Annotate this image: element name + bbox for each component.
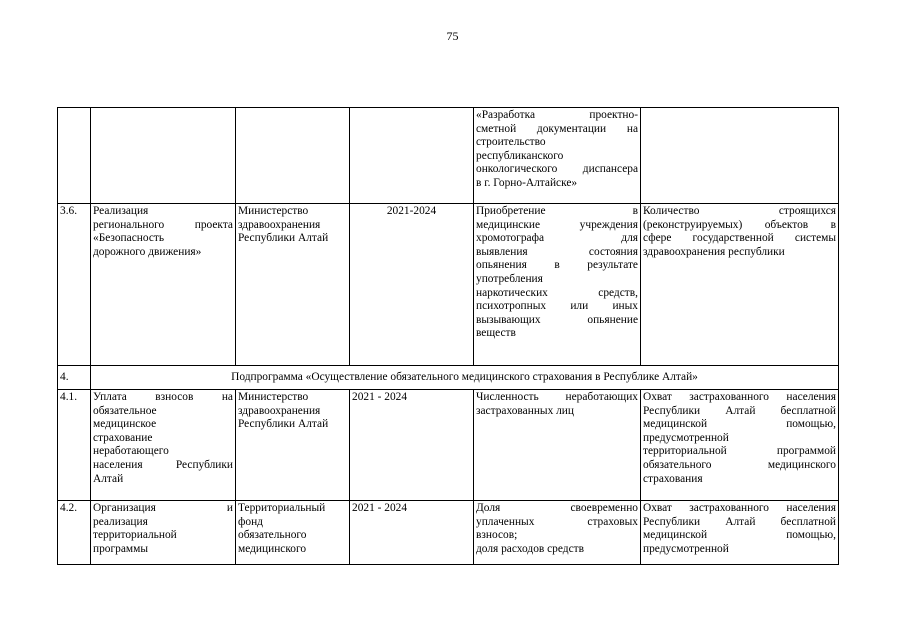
cell-line: реализация [93, 515, 148, 528]
program-table [57, 107, 839, 565]
cell-line: Республики Алтай [238, 418, 329, 431]
cell-name [91, 108, 236, 204]
cell-line: Республики Алтай [238, 232, 329, 245]
cell-period: 2021 - 2024 [350, 390, 474, 501]
cell-event [474, 204, 641, 366]
cell-line: Уплата взносов на [93, 391, 233, 403]
cell-line: «Разработка проектно- [476, 109, 638, 121]
cell-line: территориальной [93, 529, 177, 542]
cell-line: здравоохранения [238, 218, 321, 231]
cell-line: дорожного движения» [93, 245, 202, 258]
cell-name [91, 390, 236, 501]
cell-event [474, 390, 641, 501]
table-row-3-6 [58, 204, 839, 366]
cell-line: медицинского [238, 542, 307, 555]
cell-line: Доля своевременно [476, 502, 638, 514]
cell-executor [236, 390, 350, 501]
cell-line: предусмотренной [643, 542, 729, 555]
cell-num: 4.1. [58, 390, 91, 501]
cell-period [350, 108, 474, 204]
cell-line: Реализация [93, 205, 149, 217]
cell-num: 3.6. [58, 204, 91, 366]
cell-line: обязательного медицинского [643, 458, 836, 471]
cell-line: территориальной программой [643, 445, 836, 458]
cell-executor [236, 501, 350, 565]
cell-line: программы [93, 542, 148, 555]
cell-line: здравоохранения республики [643, 245, 785, 258]
cell-line: фонд [238, 515, 263, 528]
cell-line: хромотографа для [476, 232, 638, 245]
cell-line: психотропных или иных [476, 300, 638, 313]
cell-line: регионального проекта [93, 218, 233, 231]
cell-line: Министерство [238, 205, 309, 217]
cell-indicator [641, 501, 839, 565]
cell-num: 4.2. [58, 501, 91, 565]
cell-line: «Безопасность [93, 232, 165, 245]
cell-period: 2021 - 2024 [350, 501, 474, 565]
cell-line: медицинской помощью, [643, 418, 836, 431]
cell-num [58, 108, 91, 204]
cell-line: опьянения в результате [476, 259, 638, 272]
cell-num: 4. [58, 366, 91, 390]
cell-line: Министерство [238, 391, 309, 403]
cell-indicator [641, 390, 839, 501]
cell-line: доля расходов средств [476, 542, 584, 555]
cell-line: Охват застрахованного населения [643, 391, 836, 403]
page-number: 75 [446, 29, 459, 43]
cell-line: Алтай [93, 472, 124, 485]
table-row-4 [58, 366, 839, 390]
cell-executor [236, 108, 350, 204]
cell-line: Организация и [93, 502, 233, 514]
cell-line: вызывающих опьянение [476, 313, 638, 326]
cell-line: уплаченных страховых [476, 515, 638, 528]
cell-line: Охват застрахованного населения [643, 502, 836, 514]
table-row-continuation [58, 108, 839, 204]
cell-line: веществ [476, 327, 516, 340]
cell-line: предусмотренной [643, 431, 729, 444]
cell-line: медицинской помощью, [643, 529, 836, 542]
cell-line: сметной документации на [476, 122, 638, 135]
cell-line: населения Республики [93, 458, 233, 471]
cell-period: 2021-2024 [350, 204, 474, 366]
cell-line: Приобретение в [476, 205, 638, 217]
cell-line: Количество строящихся [643, 205, 836, 217]
cell-line: неработающего [93, 445, 169, 458]
cell-line: страхование [93, 431, 153, 444]
cell-event [474, 108, 641, 204]
cell-executor [236, 204, 350, 366]
cell-line: Территориальный [238, 502, 326, 514]
cell-line: употребления [476, 272, 543, 285]
cell-name [91, 501, 236, 565]
cell-line: строительство [476, 136, 546, 149]
cell-line: выявления состояния [476, 245, 638, 258]
cell-line: в г. Горно-Алтайске» [476, 176, 578, 189]
cell-line: Республики Алтай бесплатной [643, 404, 836, 417]
cell-event [474, 501, 641, 565]
table-row-4-2 [58, 501, 839, 565]
cell-line: республиканского [476, 149, 564, 162]
cell-line: обязательного [238, 529, 307, 542]
cell-line: обязательное [93, 404, 157, 417]
cell-line: застрахованных лиц [476, 404, 574, 417]
cell-line: Республики Алтай бесплатной [643, 515, 836, 528]
cell-name [91, 204, 236, 366]
cell-indicator [641, 108, 839, 204]
cell-line: (реконструируемых) объектов в [643, 218, 836, 231]
table-row-4-1 [58, 390, 839, 501]
cell-line: здравоохранения [238, 404, 321, 417]
subprogram-title: Подпрограмма «Осуществление обязательного медицинского страхования в Республике Алтай» [91, 366, 839, 390]
cell-line: сфере государственной системы [643, 232, 836, 245]
cell-indicator [641, 204, 839, 366]
cell-line: страхования [643, 472, 703, 485]
cell-line: наркотических средств, [476, 286, 638, 299]
cell-line: медицинские учреждения [476, 218, 638, 231]
cell-line: Численность неработающих [476, 391, 638, 403]
cell-line: медицинское [93, 418, 157, 431]
cell-line: онкологического диспансера [476, 163, 638, 176]
cell-line: взносов; [476, 529, 518, 542]
